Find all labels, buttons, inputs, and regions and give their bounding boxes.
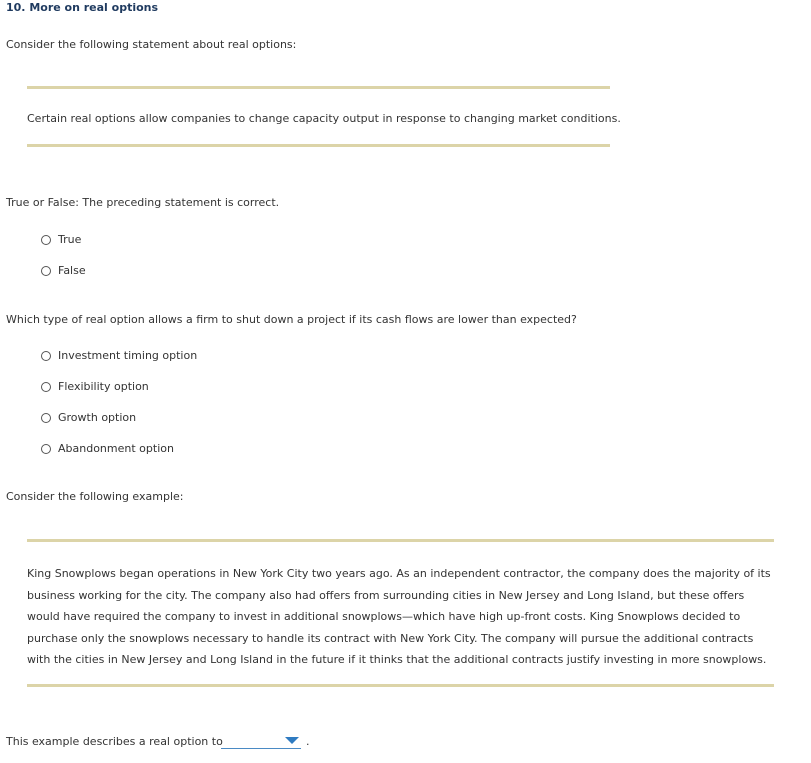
answer-sentence-start: This example describes a real option to <box>6 735 223 748</box>
option-flexibility-label: Flexibility option <box>58 380 149 393</box>
option-investment-timing-label: Investment timing option <box>58 349 198 362</box>
chevron-down-icon[interactable] <box>285 737 299 744</box>
example-intro: Consider the following example: <box>6 490 184 503</box>
option-type-prompt: Which type of real option allows a firm to shut down a project if its cash flows are lower than expected? <box>6 313 577 326</box>
option-true[interactable] <box>41 233 81 246</box>
option-false[interactable] <box>41 264 86 277</box>
radio-false[interactable] <box>41 266 51 276</box>
radio-abandonment[interactable] <box>41 444 51 454</box>
real-option-dropdown[interactable] <box>221 733 301 749</box>
option-investment-timing[interactable] <box>41 349 197 362</box>
answer-sentence-end: . <box>306 735 310 748</box>
true-false-prompt: True or False: The preceding statement is correct. <box>6 196 280 209</box>
radio-growth[interactable] <box>41 413 51 423</box>
radio-true[interactable] <box>41 235 51 245</box>
option-abandonment-label: Abandonment option <box>58 442 174 455</box>
radio-flexibility[interactable] <box>41 382 51 392</box>
option-true-label: True <box>58 233 82 246</box>
option-growth[interactable] <box>41 411 136 424</box>
option-abandonment[interactable] <box>41 442 174 455</box>
option-flexibility[interactable] <box>41 380 149 393</box>
statement-quote: Certain real options allow companies to change capacity output in response to changing market conditions. <box>27 112 621 125</box>
option-growth-label: Growth option <box>58 411 137 424</box>
example-bottom-divider <box>27 684 774 687</box>
question-title: 10. More on real options <box>6 1 159 14</box>
example-top-divider <box>27 539 774 542</box>
statement-top-divider <box>27 86 610 89</box>
radio-investment-timing[interactable] <box>41 351 51 361</box>
statement-intro: Consider the following statement about real options: <box>6 38 297 51</box>
example-paragraph: King Snowplows began operations in New York City two years ago. As an independent contractor, the company does the majority of its business working for the city. The company also had offers from surrounding cities in New Jersey and Long Island, but these offers would have required the company to invest in additional snowplows—which have high up-front costs. King Snowplows decided to purchase only the snowplows necessary to handle its contract with New York City. The company will pursue the additional contracts with the cities in New Jersey and Long Island in the future if it thinks that the additional contracts justify investing in more snowplows. <box>27 567 771 666</box>
option-false-label: False <box>58 264 86 277</box>
statement-bottom-divider <box>27 144 610 147</box>
